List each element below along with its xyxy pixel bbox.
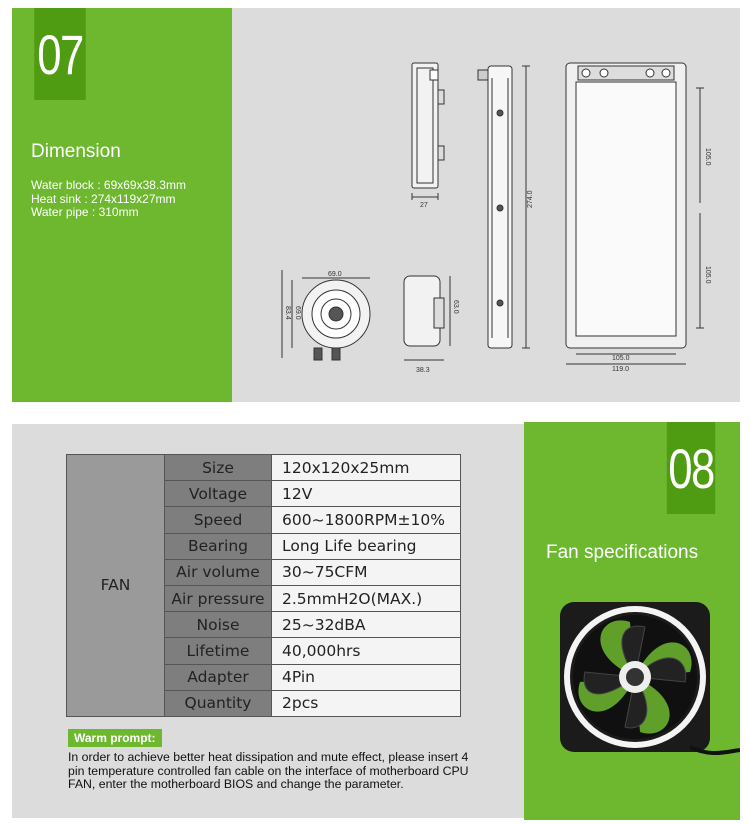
spec-value: 30~75CFM (272, 559, 461, 585)
section-number-08: 08 (667, 422, 715, 514)
dimension-drawing (232, 8, 740, 402)
spec-label: Speed (165, 507, 272, 533)
warm-prompt-badge: Warm prompt: (68, 729, 162, 747)
spec-value: 40,000hrs (272, 638, 461, 664)
spec-label: Adapter (165, 664, 272, 690)
spec-value: 2.5mmH2O(MAX.) (272, 585, 461, 611)
spec-label: Quantity (165, 690, 272, 716)
dim-label-63: 63.0 (452, 300, 459, 314)
dimension-section (12, 8, 740, 402)
fan-image (540, 582, 740, 782)
spec-label: Size (165, 455, 272, 481)
dim-label-38-3: 38.3 (416, 367, 430, 374)
dim-label-27: 27 (420, 202, 428, 209)
dim-label-69-top: 69.0 (328, 271, 342, 278)
spec-label: Lifetime (165, 638, 272, 664)
dimension-specs (31, 179, 186, 220)
dimension-info-panel (12, 8, 232, 402)
spec-value: 120x120x25mm (272, 455, 461, 481)
spec-label: Bearing (165, 533, 272, 559)
spec-label: Air volume (165, 559, 272, 585)
spec-label: Noise (165, 612, 272, 638)
heat-sink-spec: Heat sink : 274x119x27mm (31, 191, 176, 206)
spec-value: 4Pin (272, 664, 461, 690)
fan-section (12, 424, 740, 818)
water-pipe-spec: Water pipe : 310mm (31, 205, 139, 219)
dim-label-119: 119.0 (612, 366, 629, 373)
spec-label: Voltage (165, 481, 272, 507)
dim-label-69-side: 69.0 (294, 306, 301, 320)
dim-label-83-4: 83.4 (284, 306, 291, 320)
fan-row-header: FAN (67, 455, 165, 717)
water-block-spec: Water block : 69x69x38.3mm (31, 178, 186, 192)
dim-label-105-bottom: 105.0 (612, 355, 630, 362)
fan-info-panel (524, 422, 740, 820)
spec-label: Air pressure (165, 585, 272, 611)
dim-label-105-lower: 105.0 (704, 266, 711, 284)
fan-spec-table (66, 454, 461, 717)
spec-value: 25~32dBA (272, 612, 461, 638)
fan-specifications-title: Fan specifications (546, 542, 699, 563)
spec-value: 600~1800RPM±10% (272, 507, 461, 533)
warm-prompt-text: In order to achieve better heat dissipation and mute effect, please insert 4 pin temperature controlled fan cable on the interface of motherboard CPU FAN, enter the motherboard BIOS and change the parameter. (68, 750, 469, 792)
spec-value: 2pcs (272, 690, 461, 716)
dim-label-274: 274.0 (527, 190, 534, 208)
section-number-07: 07 (34, 8, 85, 100)
spec-value: Long Life bearing (272, 533, 461, 559)
dimension-title: Dimension (31, 141, 121, 162)
dim-label-105-upper: 105.0 (704, 148, 711, 166)
table-row (67, 455, 461, 481)
spec-value: 12V (272, 481, 461, 507)
